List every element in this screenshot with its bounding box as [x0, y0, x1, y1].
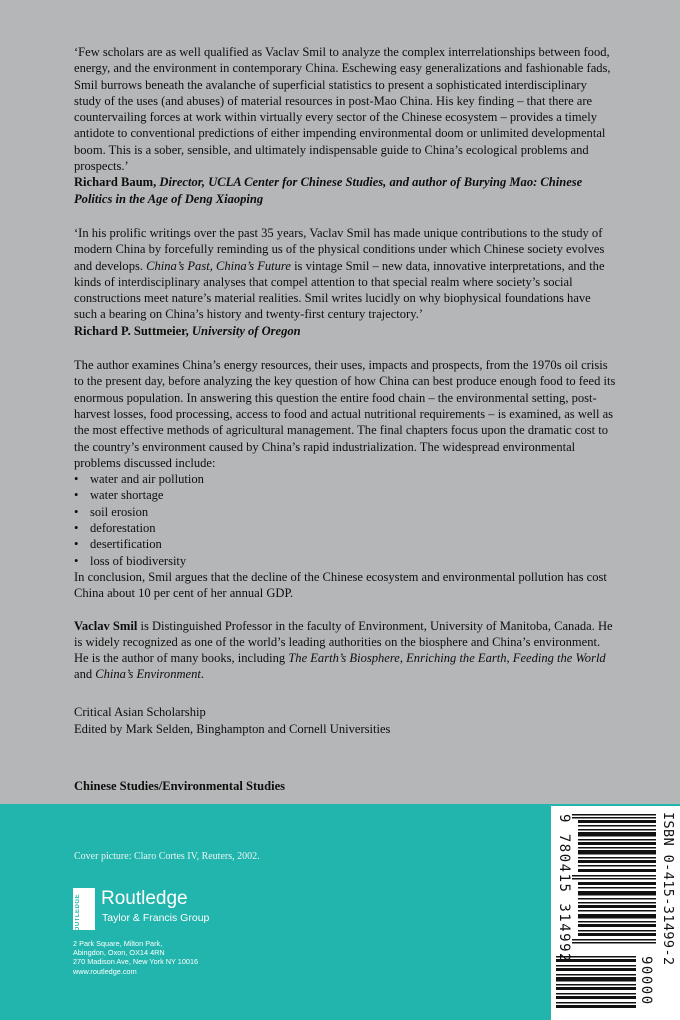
endorsement-quote-1: ‘Few scholars are as well qualified as Vaclav Smil to analyze the complex interrelationships between food, energy, and the environment in contemporary China. Eschewing easy generalizations and fashionable fads, Smil burrows beneath the avalanche of superficial statistics to present a sophisticated interdisciplinary study of the uses (and abuses) of material resources in post-Mao China. His key finding – that there are countervailing forces at work within virtually every sector of the Chinese ecosystem – provides a timely antidote to conventional predictions of either impending environmental doom or unlimited developmental boom. This is a sober, sensible, and ultimately indispensable guide to China’s ecological problems and prospects.’ [74, 45, 611, 174]
endorsement-quote-2: ‘In his prolific writings over the past 35 years, Vaclav Smil has made unique contributions to the study of modern China by forcefully reminding us of the physical conditions under which Chinese society evolves and develops. China’s Past, China’s Future is vintage Smil – new data, innovative interpretations, and the kinds of interdisciplinary analyses that compel attention to that special realm where society’s social constructions meet nature’s material realities. Smil writes lucidly on why biophysical foundations have such a bearing on China’s history and twenty-first century trajectory.’ [74, 225, 605, 322]
series-name: Critical Asian Scholarship [74, 705, 206, 719]
publisher-group: Taylor & Francis Group [102, 912, 210, 924]
back-cover-text [74, 44, 616, 683]
list-item: • deforestation [74, 520, 616, 536]
endorser-name-1: Richard Baum, [74, 175, 157, 190]
series-editor: Edited by Mark Selden, Binghampton and Cornell Universities [74, 722, 391, 736]
list-item: • desertification [74, 536, 616, 552]
publisher-website: www.routledge.com [73, 966, 137, 976]
description-intro: The author examines China’s energy resources, their uses, impacts and prospects, from the 1970s oil crisis to the present day, before analyzing the key question of how China can best produce enough food to feed its enormous population. In answering this question the entire food chain – the environmental setting, post-harvest losses, food processing, access to food and actual nutritional requirements – is examined, as well as the most effective methods of agricultural management. The final chapters focus upon the dramatic cost to the country’s environment caused by China’s rapid industrialization. The widespread environmental problems discussed include: [74, 358, 616, 470]
addon-digits: 90000 [638, 956, 654, 1006]
isbn-number: ISBN 0-415-31499-2 [660, 812, 676, 966]
series-info [74, 704, 390, 738]
endorser-name-2: Richard P. Suttmeier, [74, 323, 189, 338]
ean-barcode-icon [572, 814, 656, 948]
endorser-affiliation-1: Director, UCLA Center for Chinese Studies, and author of Burying Mao: Chinese Politics in the Age of Deng Xiaoping [74, 175, 583, 206]
list-item: • water shortage [74, 487, 616, 503]
endorsement-attribution-2 [74, 323, 616, 339]
book-title-italic: China’s Past, China’s Future [146, 258, 291, 273]
description-conclusion: In conclusion, Smil argues that the decline of the Chinese ecosystem and environmental pollution has cost China about 10 per cent of her annual GDP. [74, 569, 607, 601]
author-name: Vaclav Smil [74, 618, 138, 633]
list-item: • water and air pollution [74, 471, 616, 487]
barcode [551, 806, 680, 1020]
list-item: • soil erosion [74, 504, 616, 520]
routledge-mark-icon: ROUTLEDGE [73, 888, 95, 930]
routledge-logo [73, 888, 263, 937]
endorser-affiliation-2: University of Oregon [191, 323, 301, 338]
endorsement-attribution-1 [74, 174, 616, 207]
cover-credit: Cover picture: Claro Cortes IV, Reuters, 2002. [74, 851, 260, 862]
problem-list [74, 471, 616, 569]
list-item: • loss of biodiversity [74, 553, 616, 569]
ean-digits: 9 780415 314992 [556, 814, 572, 963]
publisher-address: 2 Park Square, Milton Park, Abingdon, Oxon, OX14 4RN 270 Madison Ave, New York NY 10016 www.routledge.com [73, 939, 199, 976]
subject-category: Chinese Studies/Environmental Studies [74, 779, 286, 793]
author-bio: Vaclav Smil is Distinguished Professor in the faculty of Environment, University of Manitoba, Canada. He is widely recognized as one of the world’s leading authorities on the biosphere and China’s environment. He is the author of many books, including The Earth’s Biosphere, Enriching the Earth, Feeding the World and China’s Environment. [74, 618, 613, 682]
publisher-name: Routledge [101, 888, 188, 909]
